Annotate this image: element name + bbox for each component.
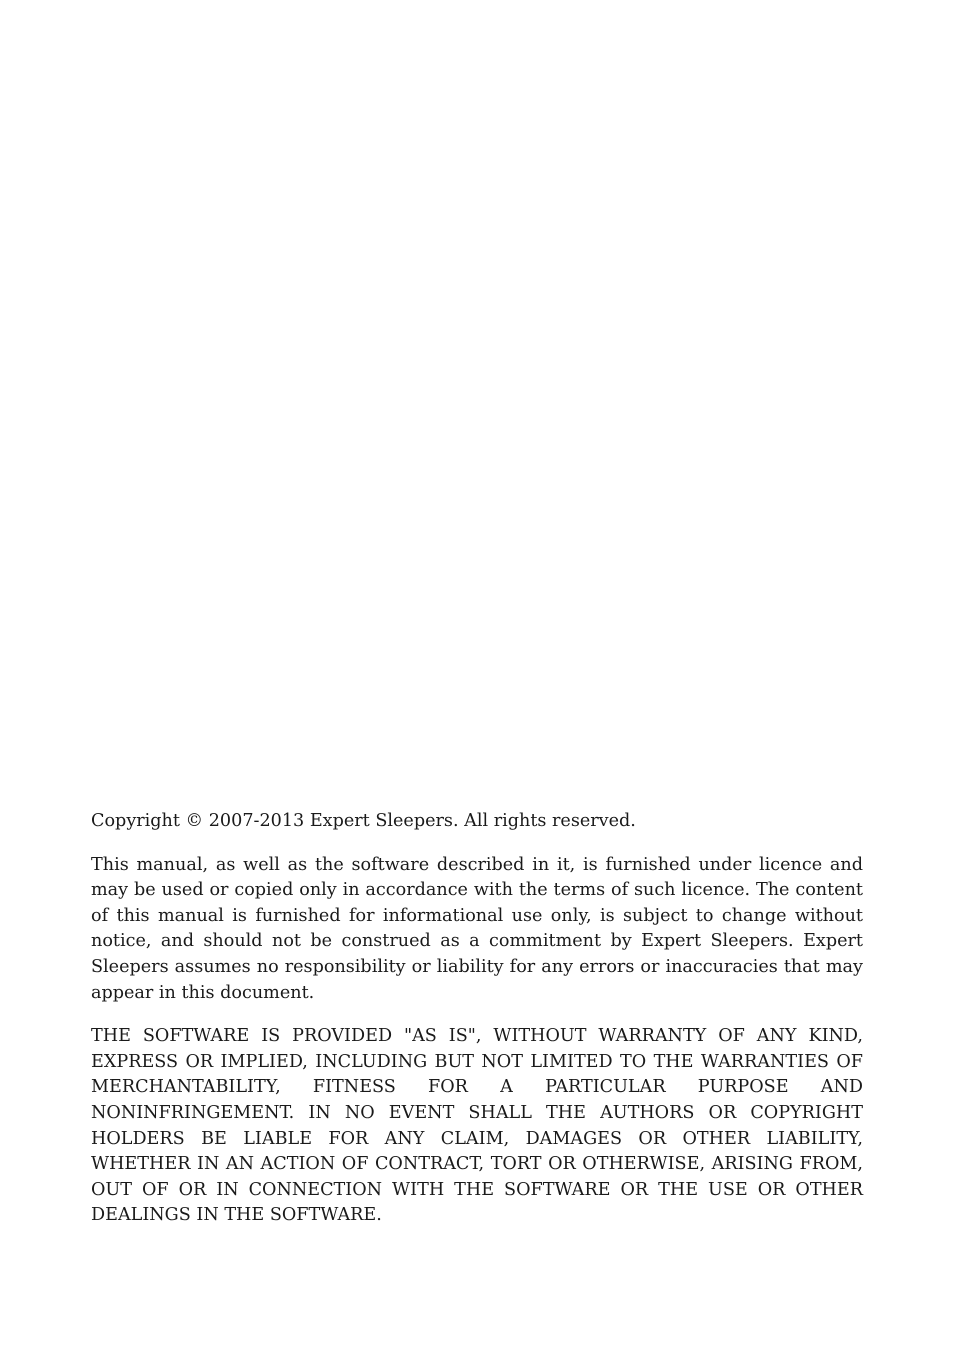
warranty-disclaimer-paragraph: THE SOFTWARE IS PROVIDED "AS IS", WITHOUT WARRANTY OF ANY KIND, EXPRESS OR IMPLIED, INCLUDING BUT NOT LIMITED TO THE WARRANTIES OF MERCHANTABILITY, FITNESS FOR A PARTICULAR PURPOSE AND NONINFRINGEMENT. IN NO EVENT SHALL THE AUTHORS OR COPYRIGHT HOLDERS BE LIABLE FOR ANY CLAIM, DAMAGES OR OTHER LIABILITY, WHETHER IN AN ACTION OF CONTRACT, TORT OR OTHERWISE, ARISING FROM, OUT OF OR IN CONNECTION WITH THE SOFTWARE OR THE USE OR OTHER DEALINGS IN THE SOFTWARE. xyxy=(91,1026,863,1226)
legal-notice-block xyxy=(91,809,863,1229)
copyright-notice: Copyright © 2007-2013 Expert Sleepers. All rights reserved. xyxy=(91,811,636,831)
licence-notice-paragraph: This manual, as well as the software described in it, is furnished under licence and may be used or copied only in accordance with the terms of such licence. The content of this manual is furnished for informational use only, is subject to change without notice, and should not be construed as a commitment by Expert Sleepers. Expert Sleepers assumes no responsibility or liability for any errors or inaccuracies that may appear in this document. xyxy=(91,854,863,1003)
